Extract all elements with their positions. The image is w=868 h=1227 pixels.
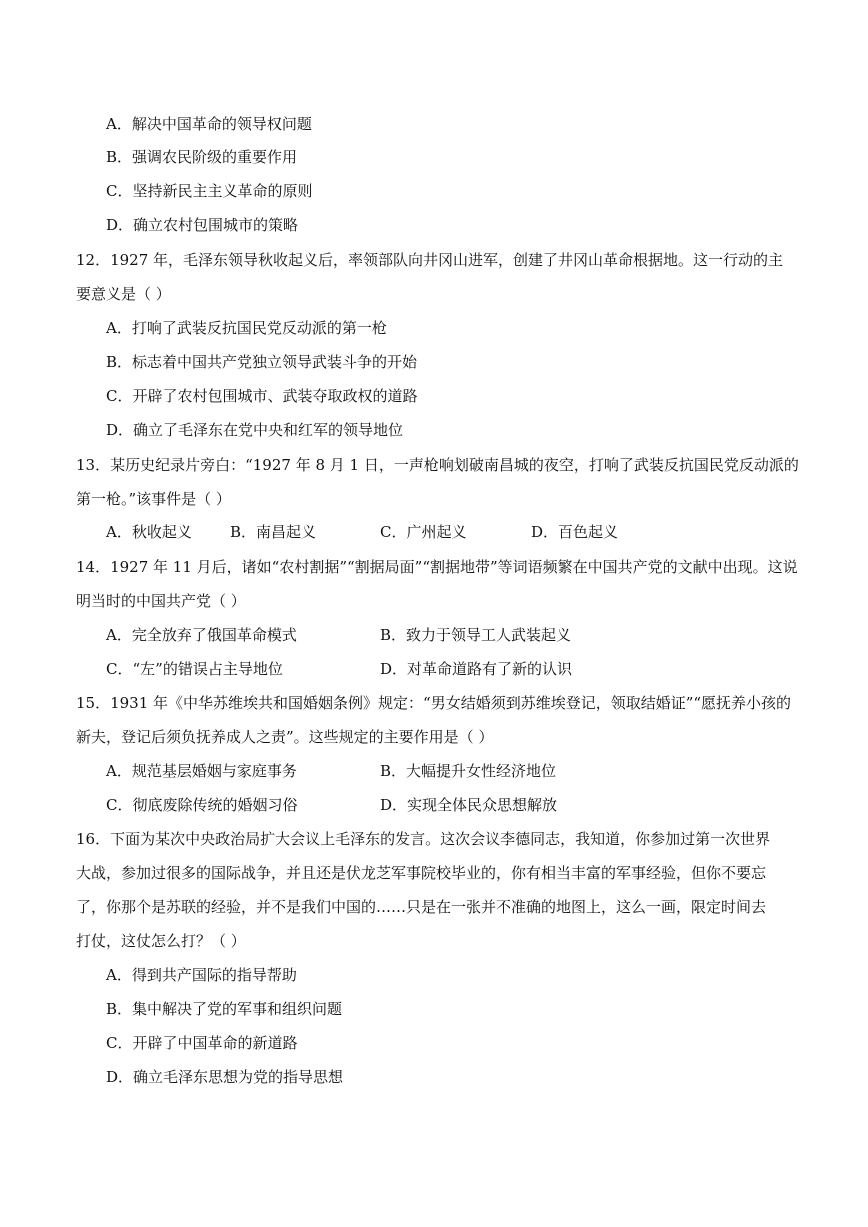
q15-option-c: C．彻底废除传统的婚姻习俗 [106, 796, 298, 814]
q13-option-c: C．广州起义 [380, 523, 467, 541]
q16-stem-line1: 16．下面为某次中央政治局扩大会议上毛泽东的发言。这次会议李德同志，我知道，你参加过第一次世界 [76, 830, 771, 848]
q16-option-b: B．集中解决了党的军事和组织问题 [106, 1000, 343, 1018]
q12-option-a: A．打响了武装反抗国民党反动派的第一枪 [106, 319, 387, 337]
q13-stem-line2: 第一枪。”该事件是（ ） [76, 490, 231, 508]
q11-option-c: C．坚持新民主主义革命的原则 [106, 182, 313, 200]
q14-option-c: C．“左”的错误占主导地位 [106, 660, 283, 678]
q12-stem-line1: 12．1927 年，毛泽东领导秋收起义后，率领部队向井冈山进军，创建了井冈山革命根据地。这一行动的主 [76, 251, 784, 269]
q15-stem-line1: 15．1931 年《中华苏维埃共和国婚姻条例》规定：“男女结婚须到苏维埃登记，领取结婚证”“愿抚养小孩的 [76, 694, 792, 712]
q12-stem-line2: 要意义是（ ） [76, 285, 171, 303]
q16-stem-line3: 了，你那个是苏联的经验，并不是我们中国的……只是在一张并不准确的地图上，这么一画，限定时间去 [76, 898, 767, 916]
q11-option-b: B．强调农民阶级的重要作用 [106, 148, 298, 166]
q11-option-d: D．确立农村包围城市的策略 [106, 216, 299, 234]
q14-option-b: B．致力于领导工人武装起义 [380, 626, 572, 644]
q12-option-c: C．开辟了农村包围城市、武装夺取政权的道路 [106, 387, 418, 405]
q13-option-b: B．南昌起义 [230, 523, 317, 541]
q16-stem-line4: 打仗，这仗怎么打？（ ） [76, 932, 246, 950]
q14-option-d: D．对革命道路有了新的认识 [380, 660, 573, 678]
q12-option-d: D．确立了毛泽东在党中央和红军的领导地位 [106, 421, 404, 439]
q16-option-a: A．得到共产国际的指导帮助 [106, 966, 297, 984]
q15-option-a: A．规范基层婚姻与家庭事务 [106, 762, 297, 780]
q13-option-a: A．秋收起义 [106, 523, 192, 541]
q14-option-a: A．完全放弃了俄国革命模式 [106, 626, 297, 644]
q14-stem-line1: 14．1927 年 11 月后，诸如“农村割据”“割据局面”“割据地带”等词语频繁在中国共产党的文献中出现。这说 [76, 558, 798, 576]
q15-option-d: D．实现全体民众思想解放 [380, 796, 558, 814]
q13-option-d: D．百色起义 [531, 523, 619, 541]
q14-stem-line2: 明当时的中国共产党（ ） [76, 592, 246, 610]
q12-option-b: B．标志着中国共产党独立领导武装斗争的开始 [106, 353, 418, 371]
q16-option-d: D．确立毛泽东思想为党的指导思想 [106, 1068, 344, 1086]
q15-stem-line2: 新夫，登记后须负抚养成人之责”。这些规定的主要作用是（ ） [76, 728, 494, 746]
q11-option-a: A．解决中国革命的领导权问题 [106, 115, 312, 133]
q15-option-b: B．大幅提升女性经济地位 [380, 762, 557, 780]
q13-stem-line1: 13．某历史纪录片旁白：“1927 年 8 月 1 日，一声枪响划破南昌城的夜空，打响了武装反抗国民党反动派的 [76, 456, 799, 474]
q16-stem-line2: 大战，参加过很多的国际战争，并且还是伏龙芝军事院校毕业的，你有相当丰富的军事经验，但你不要忘 [76, 864, 767, 882]
q16-option-c: C．开辟了中国革命的新道路 [106, 1034, 298, 1052]
